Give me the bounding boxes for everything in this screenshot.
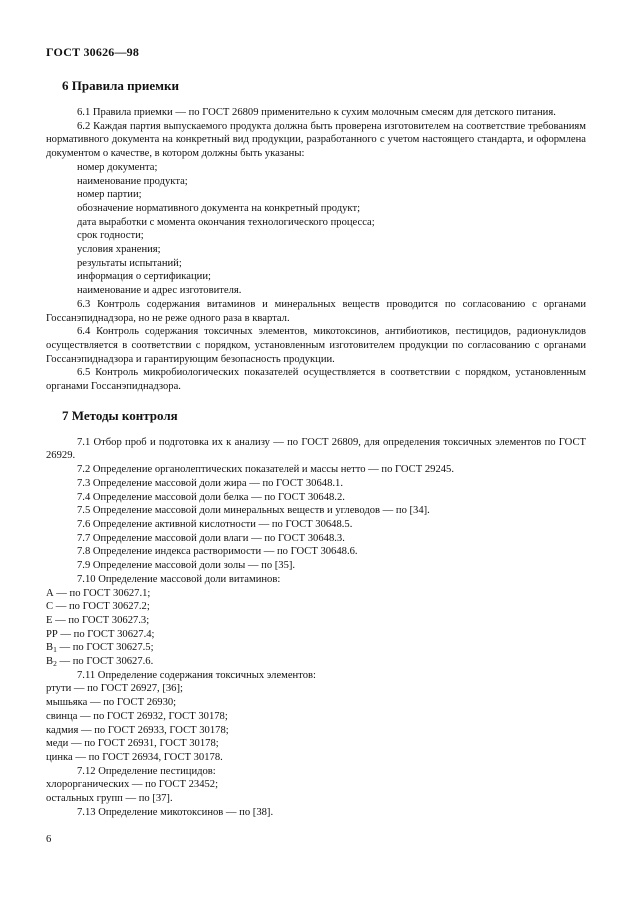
toxic-item: цинка — по ГОСТ 26934, ГОСТ 30178. <box>46 751 223 763</box>
list-item: 7.9 Определение массовой доли золы — по [35]. <box>77 560 296 572</box>
section-7-title: 7 Методы контроля <box>62 407 178 423</box>
page-number: 6 <box>46 834 52 845</box>
list-item: наименование и адрес изготовителя. <box>77 285 242 297</box>
vitamin-item: А — по ГОСТ 30627.1; <box>46 587 151 599</box>
paragraph-6-1: 6.1 Правила приемки — по ГОСТ 26809 применительно к сухим молочным смесям для детского питания. <box>77 107 556 118</box>
vitamin-reference: — по ГОСТ 30627.5; <box>56 642 154 654</box>
list-item: наименование продукта; <box>77 175 188 187</box>
list-item: срок годности; <box>77 230 144 242</box>
list-item: 7.6 Определение активной кислотности — по ГОСТ 30648.5. <box>77 518 353 530</box>
list-item: 7.5 Определение массовой доли минеральных веществ и углеводов — по [34]. <box>77 505 430 517</box>
pesticide-item: остальных групп — по [37]. <box>46 793 173 805</box>
paragraph-6-4: 6.4 Контроль содержания токсичных элементов, микотоксинов, антибиотиков, пестицидов, радионуклидов осуществляется в соответствии с порядком, установленным изготовителем продукции по согласованию с органами Госсанэпиднадзора и гарантирующим безопасность продукции. <box>46 326 586 365</box>
list-item: 7.3 Определение массовой доли жира — по ГОСТ 30648.1. <box>77 477 343 489</box>
paragraph-6-2: 6.2 Каждая партия выпускаемого продукта должна быть проверена изготовителем на соответствие требованиям нормативного документа на конкретный вид продукции, разработанного с учетом настоящего стандарта, и оформлена документом о качестве, в котором должны быть указаны: <box>46 120 586 160</box>
list-item: номер партии; <box>77 189 142 201</box>
vitamin-subscript: 1 <box>53 645 57 655</box>
list-item: номер документа; <box>77 161 158 173</box>
toxic-item: кадмия — по ГОСТ 26933, ГОСТ 30178; <box>46 724 229 736</box>
quality-document-list <box>46 161 586 298</box>
list-item: результаты испытаний; <box>77 257 182 269</box>
list-item: обозначение нормативного документа на конкретный продукт; <box>77 202 361 214</box>
pesticide-item: хлорорганических — по ГОСТ 23452; <box>46 779 219 791</box>
list-item: 7.12 Определение пестицидов: <box>77 765 216 777</box>
toxic-item: меди — по ГОСТ 26931, ГОСТ 30178; <box>46 738 219 750</box>
list-item: 7.11 Определение содержания токсичных элементов: <box>77 669 316 681</box>
list-item: 7.7 Определение массовой доли влаги — по ГОСТ 30648.3. <box>77 532 345 544</box>
list-item: условия хранения; <box>77 244 161 256</box>
toxic-item: мышьяка — по ГОСТ 26930; <box>46 697 177 709</box>
paragraph-7-1: 7.1 Отбор проб и подготовка их к анализу — по ГОСТ 26809, для определения токсичных элементов по ГОСТ 26929. <box>46 436 586 462</box>
vitamin-item: РР — по ГОСТ 30627.4; <box>46 628 155 640</box>
vitamin-letter: В <box>46 642 54 654</box>
list-item: 7.4 Определение массовой доли белка — по ГОСТ 30648.2. <box>77 491 345 503</box>
page-header: ГОСТ 30626—98 <box>46 45 140 59</box>
vitamin-reference: — по ГОСТ 30627.6. <box>56 656 154 668</box>
vitamin-item: Е — по ГОСТ 30627.3; <box>46 614 150 626</box>
paragraph-6-3: 6.3 Контроль содержания витаминов и минеральных веществ проводится по согласованию с органами Госсанэпиднадзора, но не реже одного раза в квартал. <box>46 298 586 324</box>
vitamin-item-b1 <box>46 641 586 655</box>
vitamin-subscript: 2 <box>53 659 57 669</box>
list-item: 7.10 Определение массовой доли витаминов: <box>77 573 281 585</box>
vitamin-item-b2 <box>46 655 586 669</box>
paragraph-6-5: 6.5 Контроль микробиологических показателей осуществляется в соответствии с порядком, установленным органами Госсанэпиднадзора. <box>46 367 586 393</box>
vitamin-letter: В <box>46 656 54 668</box>
list-item: 7.13 Определение микотоксинов — по [38]. <box>77 806 274 818</box>
page-content <box>46 78 586 819</box>
toxic-item: свинца — по ГОСТ 26932, ГОСТ 30178; <box>46 710 228 722</box>
list-item: дата выработки с момента окончания технологического процесса; <box>77 216 375 228</box>
section-6-title: 6 Правила приемки <box>62 78 179 93</box>
list-item: 7.8 Определение индекса растворимости — по ГОСТ 30648.6. <box>77 546 358 558</box>
list-item: 7.2 Определение органолептических показателей и массы нетто — по ГОСТ 29245. <box>77 464 454 476</box>
vitamin-item: С — по ГОСТ 30627.2; <box>46 601 150 613</box>
list-item: информация о сертификации; <box>77 271 211 283</box>
toxic-item: ртути — по ГОСТ 26927, [36]; <box>46 683 183 695</box>
